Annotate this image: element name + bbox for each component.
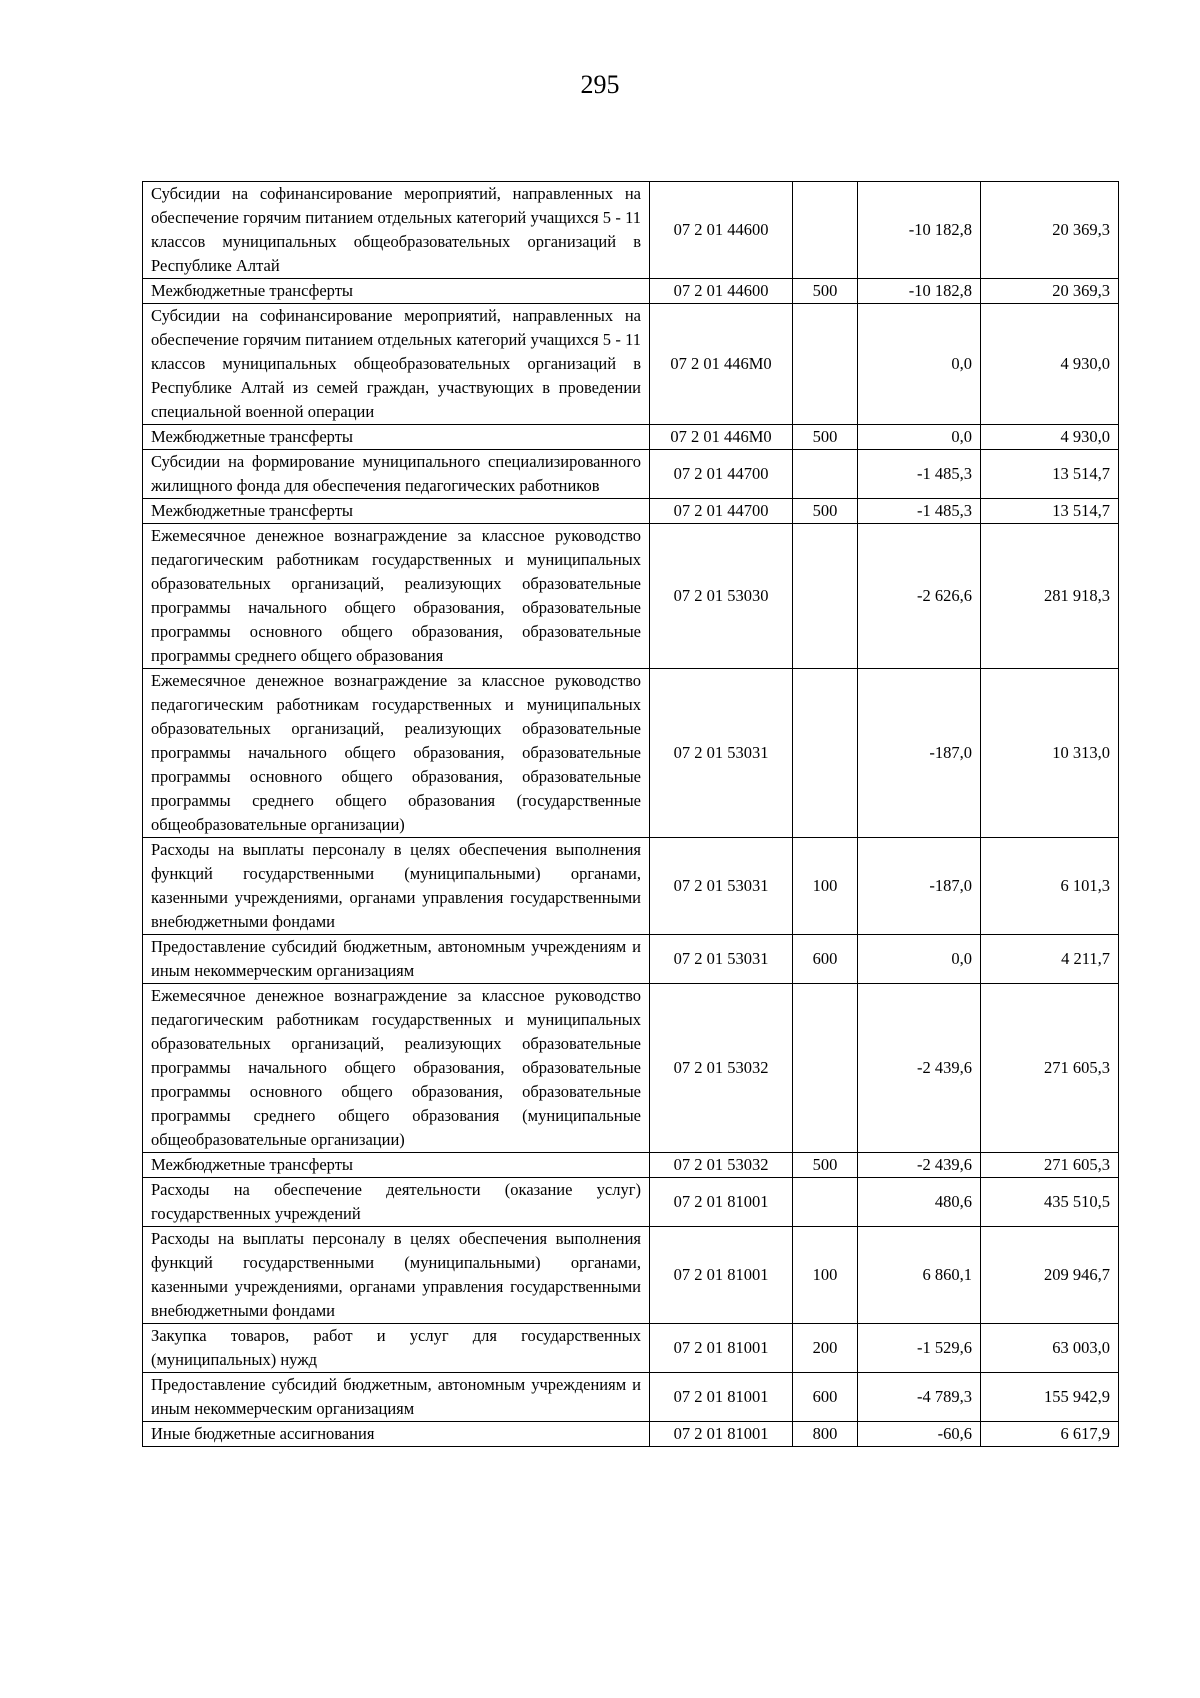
row-change: 0,0	[858, 935, 981, 984]
row-name: Ежемесячное денежное вознаграждение за классное руководство педагогическим работникам государственных и муниципальных образовательных организаций, реализующих образовательные программы начального общего образования, образовательные программы основного общего образования, образовательные программы среднего общего образования	[143, 524, 650, 669]
row-change: -187,0	[858, 838, 981, 935]
table-row	[143, 304, 1119, 425]
row-change: -1 529,6	[858, 1324, 981, 1373]
row-code: 07 2 01 81001	[650, 1227, 793, 1324]
row-code: 07 2 01 44700	[650, 499, 793, 524]
row-total: 4 930,0	[981, 425, 1119, 450]
table-row	[143, 182, 1119, 279]
table-row	[143, 838, 1119, 935]
row-name: Закупка товаров, работ и услуг для государственных (муниципальных) нужд	[143, 1324, 650, 1373]
table-row	[143, 935, 1119, 984]
row-type: 600	[793, 935, 858, 984]
row-change: -1 485,3	[858, 499, 981, 524]
row-change: -2 439,6	[858, 1153, 981, 1178]
row-type	[793, 984, 858, 1153]
row-total: 271 605,3	[981, 984, 1119, 1153]
row-change: -2 626,6	[858, 524, 981, 669]
row-total: 435 510,5	[981, 1178, 1119, 1227]
table-row	[143, 1422, 1119, 1447]
row-code: 07 2 01 81001	[650, 1373, 793, 1422]
row-name: Ежемесячное денежное вознаграждение за классное руководство педагогическим работникам государственных и муниципальных образовательных организаций, реализующих образовательные программы начального общего образования, образовательные программы основного общего образования, образовательные программы среднего общего образования (государственные общеобразовательные организации)	[143, 669, 650, 838]
row-change: -60,6	[858, 1422, 981, 1447]
row-code: 07 2 01 53032	[650, 984, 793, 1153]
row-type: 100	[793, 838, 858, 935]
row-name: Иные бюджетные ассигнования	[143, 1422, 650, 1447]
table-row	[143, 1153, 1119, 1178]
row-type: 500	[793, 1153, 858, 1178]
row-change: 0,0	[858, 304, 981, 425]
row-total: 209 946,7	[981, 1227, 1119, 1324]
row-total: 6 617,9	[981, 1422, 1119, 1447]
row-code: 07 2 01 53032	[650, 1153, 793, 1178]
row-total: 20 369,3	[981, 182, 1119, 279]
table-row	[143, 1373, 1119, 1422]
row-name: Расходы на выплаты персоналу в целях обеспечения выполнения функций государственными (муниципальными) органами, казенными учреждениями, органами управления государственными внебюджетными фондами	[143, 1227, 650, 1324]
row-name: Межбюджетные трансферты	[143, 279, 650, 304]
table-row	[143, 669, 1119, 838]
page-number: 295	[580, 70, 620, 99]
row-type: 500	[793, 279, 858, 304]
row-total: 271 605,3	[981, 1153, 1119, 1178]
row-total: 4 211,7	[981, 935, 1119, 984]
table-row	[143, 499, 1119, 524]
row-name: Ежемесячное денежное вознаграждение за классное руководство педагогическим работникам государственных и муниципальных образовательных организаций, реализующих образовательные программы начального общего образования, образовательные программы основного общего образования, образовательные программы среднего общего образования (муниципальные общеобразовательные организации)	[143, 984, 650, 1153]
row-type: 800	[793, 1422, 858, 1447]
row-total: 63 003,0	[981, 1324, 1119, 1373]
table-row	[143, 450, 1119, 499]
row-name: Межбюджетные трансферты	[143, 1153, 650, 1178]
table-row	[143, 279, 1119, 304]
row-code: 07 2 01 44600	[650, 182, 793, 279]
row-change: -1 485,3	[858, 450, 981, 499]
row-change: 0,0	[858, 425, 981, 450]
row-code: 07 2 01 53030	[650, 524, 793, 669]
row-type: 100	[793, 1227, 858, 1324]
table-row	[143, 984, 1119, 1153]
row-code: 07 2 01 53031	[650, 669, 793, 838]
row-total: 4 930,0	[981, 304, 1119, 425]
table-row	[143, 524, 1119, 669]
row-type	[793, 450, 858, 499]
row-name: Субсидии на софинансирование мероприятий, направленных на обеспечение горячим питанием отдельных категорий учащихся 5 - 11 классов муниципальных общеобразовательных организаций в Республике Алтай из семей граждан, участвующих в проведении специальной военной операции	[143, 304, 650, 425]
row-code: 07 2 01 81001	[650, 1324, 793, 1373]
row-code: 07 2 01 44600	[650, 279, 793, 304]
row-type: 500	[793, 499, 858, 524]
row-name: Расходы на выплаты персоналу в целях обеспечения выполнения функций государственными (муниципальными) органами, казенными учреждениями, органами управления государственными внебюджетными фондами	[143, 838, 650, 935]
row-type: 500	[793, 425, 858, 450]
row-code: 07 2 01 446М0	[650, 425, 793, 450]
row-total: 155 942,9	[981, 1373, 1119, 1422]
row-total: 6 101,3	[981, 838, 1119, 935]
row-name: Предоставление субсидий бюджетным, автономным учреждениям и иным некоммерческим организациям	[143, 935, 650, 984]
row-change: -10 182,8	[858, 182, 981, 279]
row-name: Предоставление субсидий бюджетным, автономным учреждениям и иным некоммерческим организациям	[143, 1373, 650, 1422]
row-total: 10 313,0	[981, 669, 1119, 838]
row-code: 07 2 01 53031	[650, 838, 793, 935]
row-code: 07 2 01 446М0	[650, 304, 793, 425]
row-change: -10 182,8	[858, 279, 981, 304]
row-type	[793, 304, 858, 425]
row-change: -187,0	[858, 669, 981, 838]
row-total: 13 514,7	[981, 450, 1119, 499]
row-type	[793, 524, 858, 669]
row-code: 07 2 01 44700	[650, 450, 793, 499]
row-type: 200	[793, 1324, 858, 1373]
table-row	[143, 1324, 1119, 1373]
row-name: Межбюджетные трансферты	[143, 425, 650, 450]
budget-table	[142, 181, 1119, 1447]
row-change: -2 439,6	[858, 984, 981, 1153]
row-total: 13 514,7	[981, 499, 1119, 524]
row-type	[793, 182, 858, 279]
row-change: -4 789,3	[858, 1373, 981, 1422]
row-name: Субсидии на формирование муниципального специализированного жилищного фонда для обеспечения педагогических работников	[143, 450, 650, 499]
row-code: 07 2 01 81001	[650, 1422, 793, 1447]
row-name: Межбюджетные трансферты	[143, 499, 650, 524]
row-code: 07 2 01 53031	[650, 935, 793, 984]
row-type	[793, 1178, 858, 1227]
table-row	[143, 1227, 1119, 1324]
row-code: 07 2 01 81001	[650, 1178, 793, 1227]
row-change: 6 860,1	[858, 1227, 981, 1324]
row-total: 281 918,3	[981, 524, 1119, 669]
row-type	[793, 669, 858, 838]
row-name: Субсидии на софинансирование мероприятий, направленных на обеспечение горячим питанием отдельных категорий учащихся 5 - 11 классов муниципальных общеобразовательных организаций в Республике Алтай	[143, 182, 650, 279]
row-total: 20 369,3	[981, 279, 1119, 304]
table-row	[143, 425, 1119, 450]
row-type: 600	[793, 1373, 858, 1422]
row-name: Расходы на обеспечение деятельности (оказание услуг) государственных учреждений	[143, 1178, 650, 1227]
row-change: 480,6	[858, 1178, 981, 1227]
table-row	[143, 1178, 1119, 1227]
